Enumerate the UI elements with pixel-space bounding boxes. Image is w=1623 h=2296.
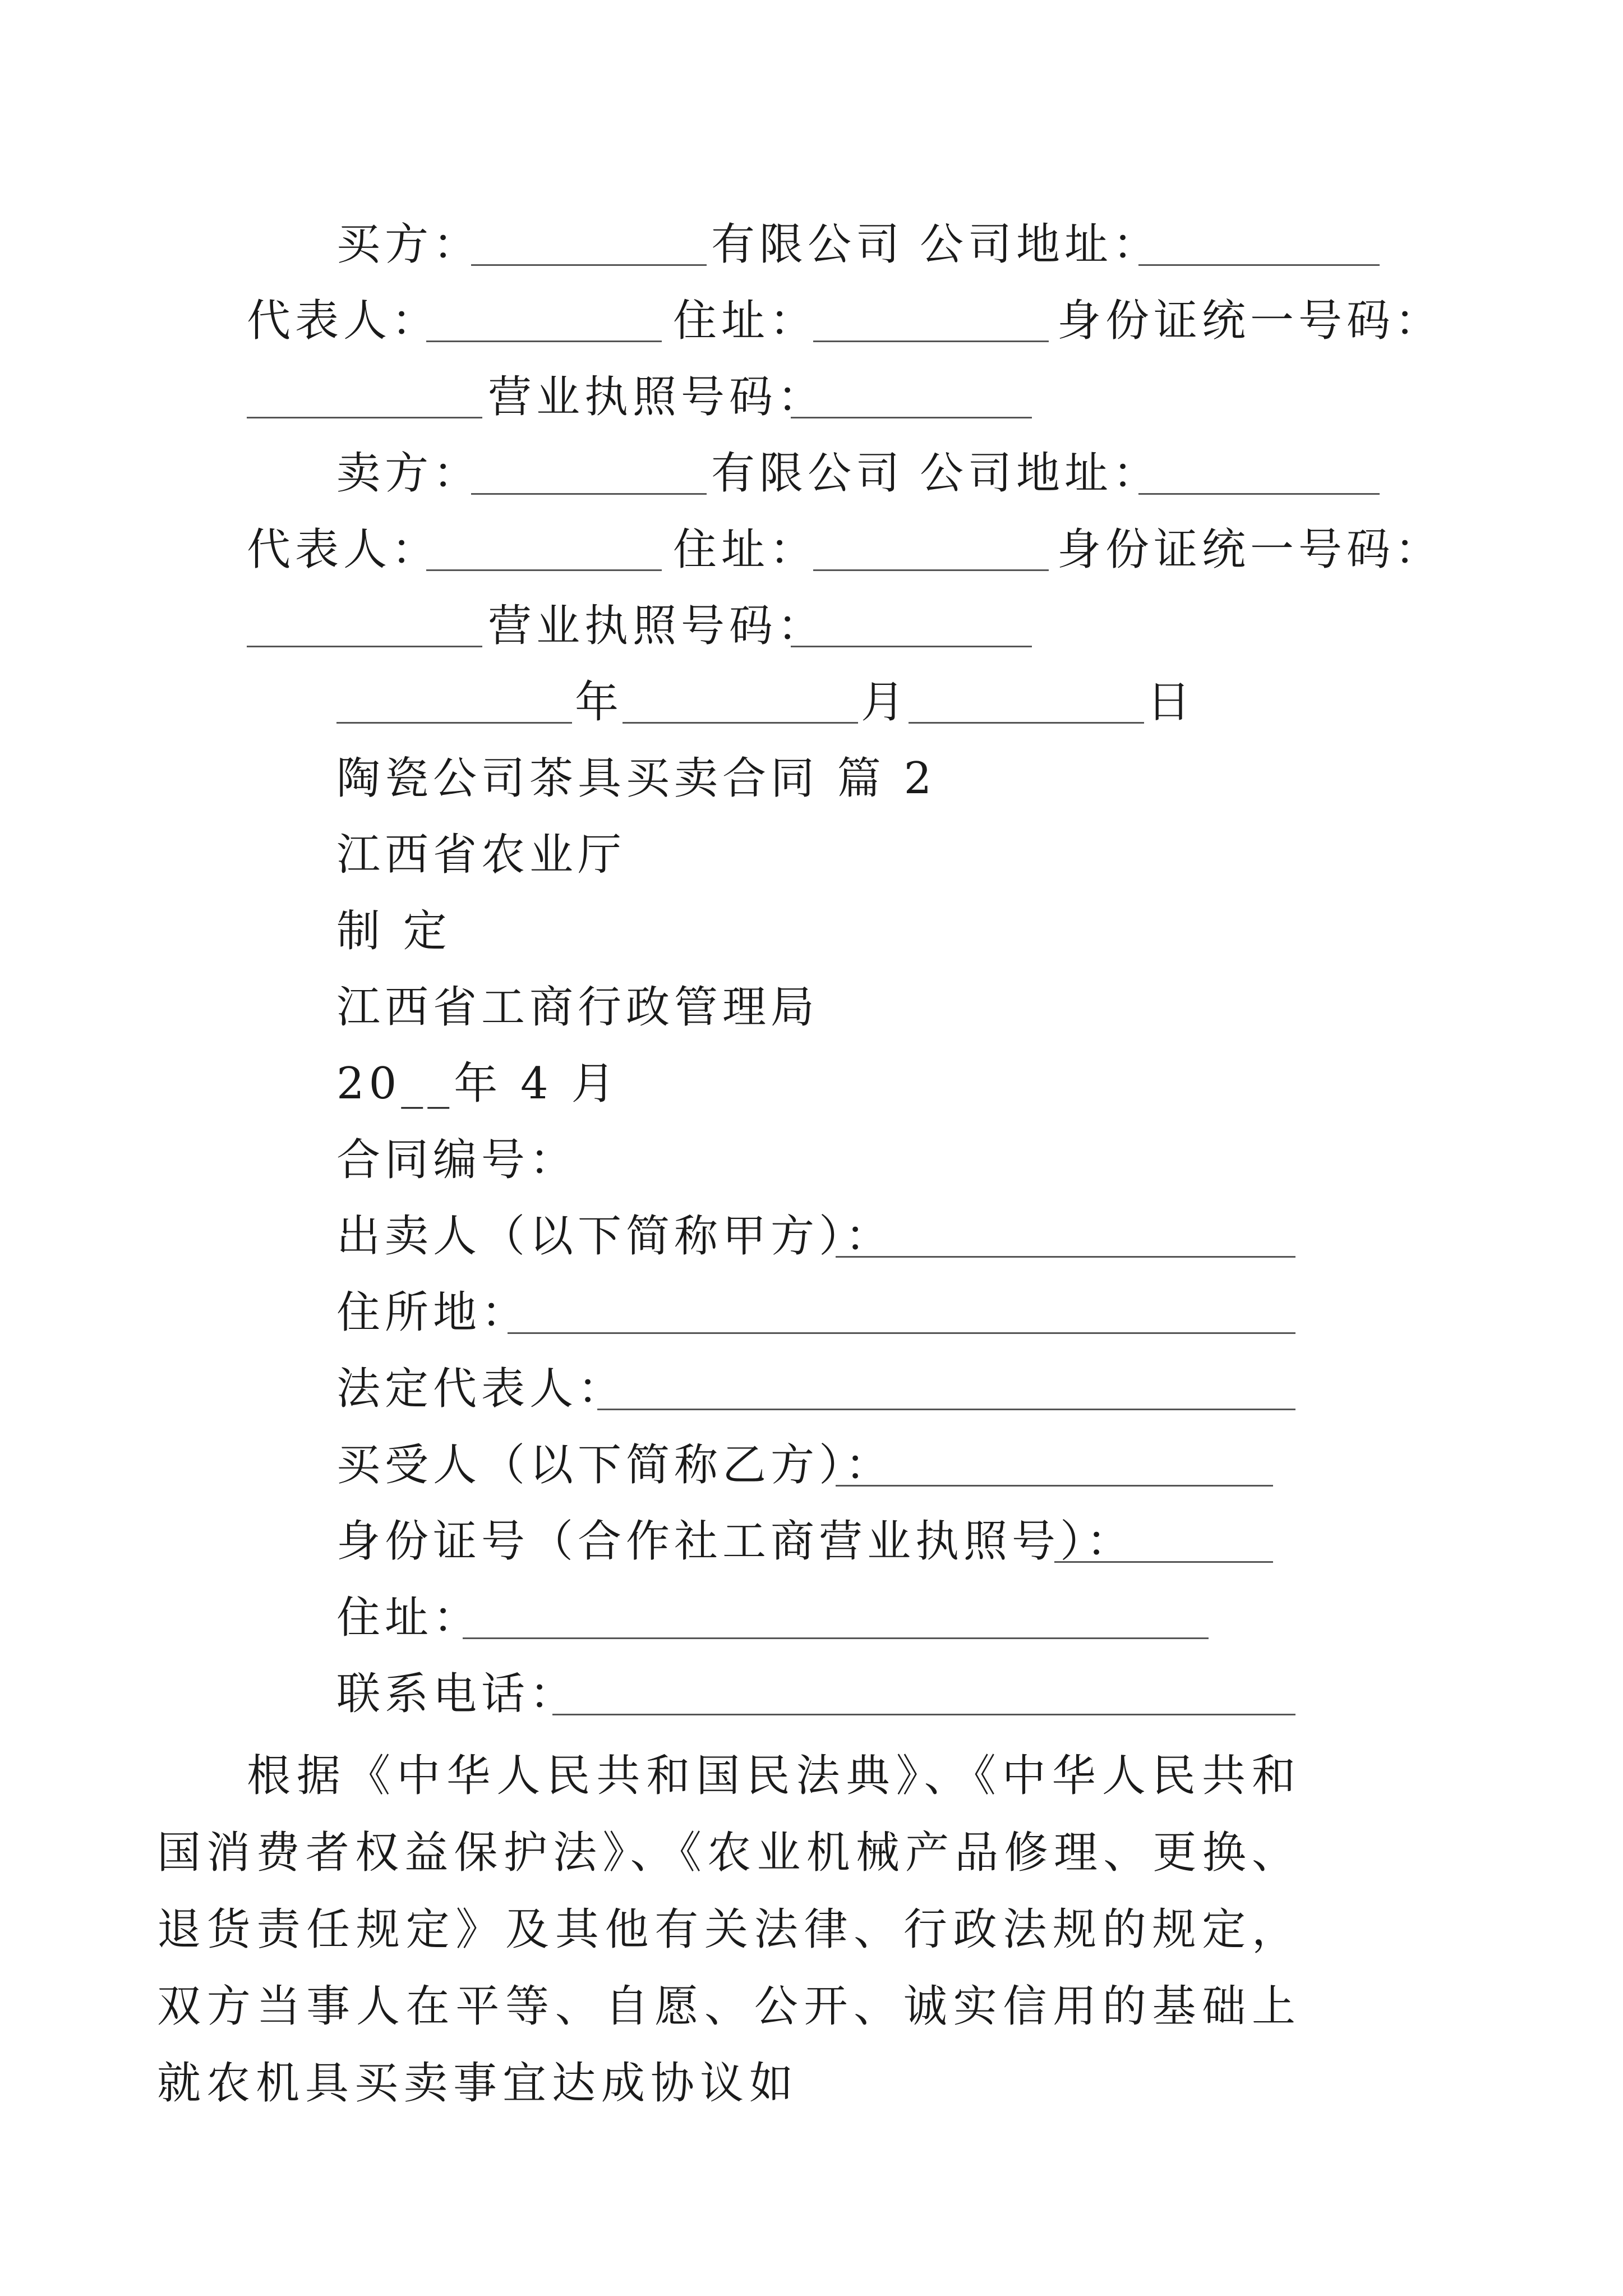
issuer2-line: [0, 974, 1623, 1041]
month-blank: [623, 669, 858, 736]
buyer-rep-blank: [426, 287, 662, 355]
section-title-line: [0, 745, 1623, 812]
buyer-field-line: [0, 1432, 1623, 1499]
domicile-field-line: [0, 1279, 1623, 1346]
contract-number-label: 合同编号：: [336, 1135, 578, 1185]
year-label: 年: [575, 677, 624, 728]
phone-label: 联系电话：: [336, 1669, 578, 1719]
month-label: 月: [861, 677, 910, 728]
section-title: 陶瓷公司茶具买卖合同 篇 2: [336, 753, 937, 804]
issue-date: 20__年 4 月: [336, 1059, 620, 1109]
day-label: 日: [1147, 677, 1196, 728]
buyer-company-suffix: 有限公司: [711, 219, 905, 270]
seller-label: 卖方：: [336, 448, 482, 499]
seller-license-label: 营业执照号码：: [488, 601, 826, 651]
body-paragraph: 根据《中华人民共和国民法典》、《中华人民共和国消费者权益保护法》、《农业机械产品修理、更换、退货责任规定》及其他有关法律、行政法规的规定，双方当事人在平等、自愿、公开、诚实信用的基础上就农机具买卖事宜达成协议如: [157, 1751, 1301, 2109]
buyer-line-3: [0, 364, 1623, 431]
buyer-id-label: 身份证统一号码：: [1057, 296, 1444, 346]
id-field-line: [0, 1508, 1623, 1575]
seller-residence-blank: [813, 516, 1049, 583]
seller-line-3: [0, 592, 1623, 660]
legal-rep-label: 法定代表人：: [336, 1364, 626, 1414]
id-number-blank: [1054, 1508, 1273, 1575]
issuer-agriculture-dept: 江西省农业厅: [336, 830, 626, 880]
phone-blank: [552, 1660, 1295, 1728]
buyer-address-blank: [1138, 211, 1380, 278]
address-label: 住址：: [336, 1593, 482, 1643]
issuer1-line: [0, 821, 1623, 889]
buyer-address-label: 公司地址：: [920, 219, 1161, 270]
buyer-line-2: [0, 287, 1623, 355]
buyer-label: 买方：: [336, 219, 482, 270]
buyer-residence-blank: [813, 287, 1049, 355]
buyer-party-blank: [836, 1432, 1273, 1499]
year-blank: [336, 669, 572, 736]
buyer-license-label: 营业执照号码：: [488, 372, 826, 422]
address-blank: [463, 1584, 1209, 1651]
seller-company-blank: [471, 440, 707, 507]
seller-company-suffix: 有限公司: [711, 448, 905, 499]
buyer-id-blank: [247, 364, 482, 431]
contract-no-line: [0, 1126, 1623, 1194]
seller-party-blank: [836, 1203, 1295, 1270]
seller-license-blank: [791, 592, 1032, 660]
seller-address-label: 公司地址：: [920, 448, 1161, 499]
date-line: [0, 669, 1623, 736]
seller-residence-label: 住址：: [673, 524, 818, 575]
made-by-label: 制 定: [336, 906, 451, 956]
day-blank: [909, 669, 1144, 736]
made-line: [0, 898, 1623, 965]
legal-rep-field-line: [0, 1355, 1623, 1423]
buyer-party-label: 买受人（以下简称乙方）：: [336, 1440, 894, 1490]
buyer-license-blank: [791, 364, 1032, 431]
id-number-label: 身份证号（合作社工商营业执照号）：: [336, 1516, 1135, 1567]
seller-line-1: [0, 440, 1623, 507]
seller-address-blank: [1138, 440, 1380, 507]
seller-line-2: [0, 516, 1623, 583]
domicile-label: 住所地：: [336, 1287, 530, 1338]
seller-field-line: [0, 1203, 1623, 1270]
buyer-residence-label: 住址：: [673, 296, 818, 346]
address-field-line: [0, 1584, 1623, 1651]
legal-rep-blank: [597, 1355, 1295, 1423]
seller-rep-blank: [426, 516, 662, 583]
buyer-company-blank: [471, 211, 707, 278]
seller-rep-label: 代表人：: [247, 524, 440, 575]
seller-party-label: 出卖人（以下简称甲方）：: [336, 1211, 894, 1262]
buyer-line-1: [0, 211, 1623, 278]
seller-id-label: 身份证统一号码：: [1057, 524, 1444, 575]
buyer-rep-label: 代表人：: [247, 296, 440, 346]
phone-field-line: [0, 1660, 1623, 1728]
issuer-industry-commerce-bureau: 江西省工商行政管理局: [336, 982, 819, 1033]
issue-date-line: [0, 1050, 1623, 1117]
domicile-blank: [508, 1279, 1295, 1346]
seller-id-blank: [247, 592, 482, 660]
